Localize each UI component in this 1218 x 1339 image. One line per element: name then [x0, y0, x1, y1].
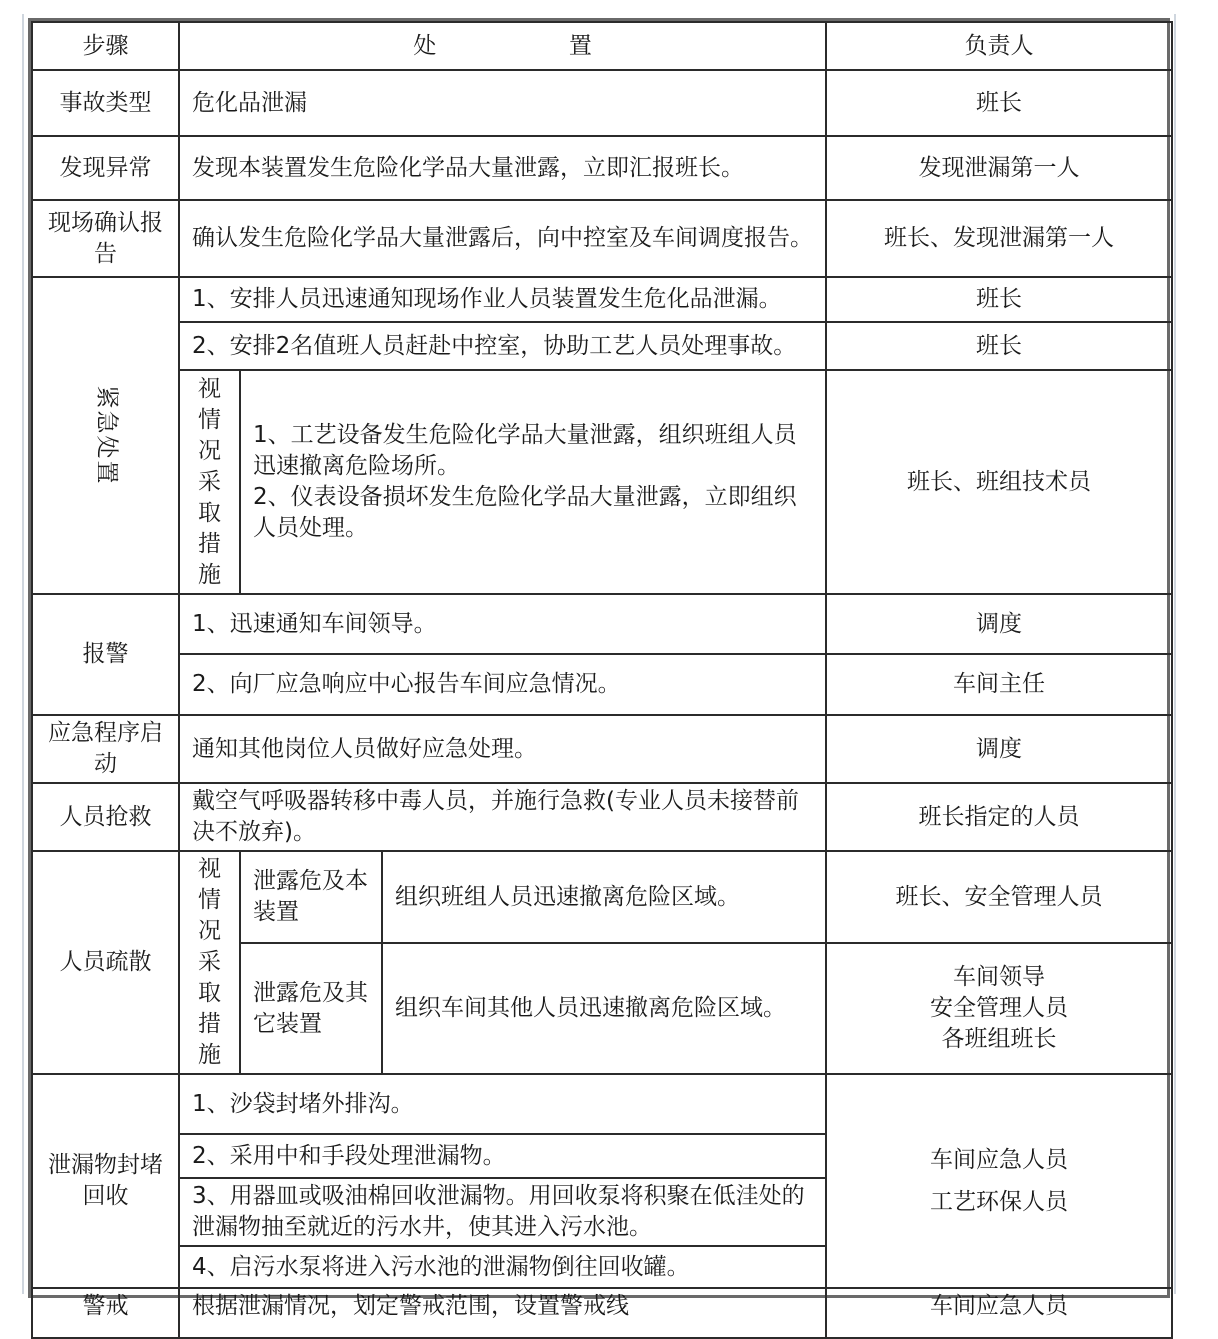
- table-row: [32, 1074, 1172, 1134]
- owner-cell: 班长: [826, 277, 1172, 322]
- table-row: [32, 783, 1172, 851]
- step-cell: 人员疏散: [32, 851, 179, 1074]
- action-cell: 4、启污水泵将进入污水池的泄漏物倒往回收罐。: [179, 1246, 826, 1288]
- action-cell: 1、工艺设备发生危险化学品大量泄露，组织班组人员迅速撤离危险场所。 2、仪表设备损坏发生危险化学品大量泄露，立即组织人员处理。: [240, 370, 826, 594]
- owner-cell: 调度: [826, 715, 1172, 783]
- measure-label: 视情况采取措施: [198, 375, 221, 588]
- table-row: [32, 200, 1172, 277]
- header-owner: 负责人: [826, 22, 1172, 70]
- step-cell: 事故类型: [32, 70, 179, 136]
- action-cell: 1、迅速通知车间领导。: [179, 594, 826, 654]
- header-row: [32, 22, 1172, 70]
- step-cell: 警戒: [32, 1288, 179, 1338]
- table-row: [32, 70, 1172, 136]
- action-cell: 根据泄漏情况，划定警戒范围，设置警戒线: [179, 1288, 826, 1338]
- table-row: [32, 594, 1172, 654]
- action-cell: 2、采用中和手段处理泄漏物。: [179, 1134, 826, 1178]
- owner-cell: 班长、发现泄漏第一人: [826, 200, 1172, 277]
- header-step: 步骤: [32, 22, 179, 70]
- action-cell: 3、用器皿或吸油棉回收泄漏物。用回收泵将积聚在低洼处的泄漏物抽至就近的污水井，使其进入污水池。: [179, 1178, 826, 1246]
- table-row: [32, 277, 1172, 322]
- table-row: [32, 654, 1172, 715]
- measure-cell: [179, 851, 240, 1074]
- header-action-char-2: 置: [568, 32, 592, 59]
- procedure-table-frame: [28, 18, 1170, 1319]
- table-row: [32, 322, 1172, 370]
- owner-cell: 车间应急人员 工艺环保人员: [826, 1074, 1172, 1288]
- step-cell: 发现异常: [32, 136, 179, 200]
- measure-cell: [179, 370, 240, 594]
- table-row: [32, 715, 1172, 783]
- action-cell: 组织车间其他人员迅速撤离危险区域。: [382, 943, 826, 1074]
- step-cell: 现场确认报告: [32, 200, 179, 277]
- action-cell: 发现本装置发生危险化学品大量泄露，立即汇报班长。: [179, 136, 826, 200]
- action-cell: 2、安排2名值班人员赶赴中控室，协助工艺人员处理事故。: [179, 322, 826, 370]
- owner-cell: 车间领导 安全管理人员 各班组班长: [826, 943, 1172, 1074]
- step-cell: 报警: [32, 594, 179, 715]
- action-cell: 戴空气呼吸器转移中毒人员，并施行急救(专业人员未接替前决不放弃)。: [179, 783, 826, 851]
- condition-cell: 泄露危及其它装置: [240, 943, 382, 1074]
- action-cell: 通知其他岗位人员做好应急处理。: [179, 715, 826, 783]
- emergency-procedure-table: [31, 21, 1173, 1339]
- header-action-char-1: 处: [413, 32, 437, 59]
- owner-cell: 班长: [826, 70, 1172, 136]
- owner-cell: 车间应急人员: [826, 1288, 1172, 1338]
- step-cell: 泄漏物封堵回收: [32, 1074, 179, 1288]
- owner-cell: 班长、安全管理人员: [826, 851, 1172, 943]
- table-row: [32, 370, 1172, 594]
- step-label-rotated: 紧急处置: [93, 385, 119, 486]
- action-cell: 1、安排人员迅速通知现场作业人员装置发生危化品泄漏。: [179, 277, 826, 322]
- owner-cell: 调度: [826, 594, 1172, 654]
- owner-cell: 班长、班组技术员: [826, 370, 1172, 594]
- table-row: [32, 136, 1172, 200]
- measure-label: 视情况采取措施: [198, 856, 221, 1068]
- step-cell: 应急程序启动: [32, 715, 179, 783]
- action-cell: 确认发生危险化学品大量泄露后，向中控室及车间调度报告。: [179, 200, 826, 277]
- owner-cell: 车间主任: [826, 654, 1172, 715]
- owner-cell: 发现泄漏第一人: [826, 136, 1172, 200]
- action-cell: 2、向厂应急响应中心报告车间应急情况。: [179, 654, 826, 715]
- header-action: [179, 22, 826, 70]
- step-cell: 人员抢救: [32, 783, 179, 851]
- action-cell: 危化品泄漏: [179, 70, 826, 136]
- condition-cell: 泄露危及本装置: [240, 851, 382, 943]
- action-cell: 1、沙袋封堵外排沟。: [179, 1074, 826, 1134]
- table-row: [32, 851, 1172, 943]
- owner-cell: 班长指定的人员: [826, 783, 1172, 851]
- action-cell: 组织班组人员迅速撤离危险区域。: [382, 851, 826, 943]
- owner-cell: 班长: [826, 322, 1172, 370]
- step-cell-emergency: [32, 277, 179, 594]
- table-row: [32, 1288, 1172, 1338]
